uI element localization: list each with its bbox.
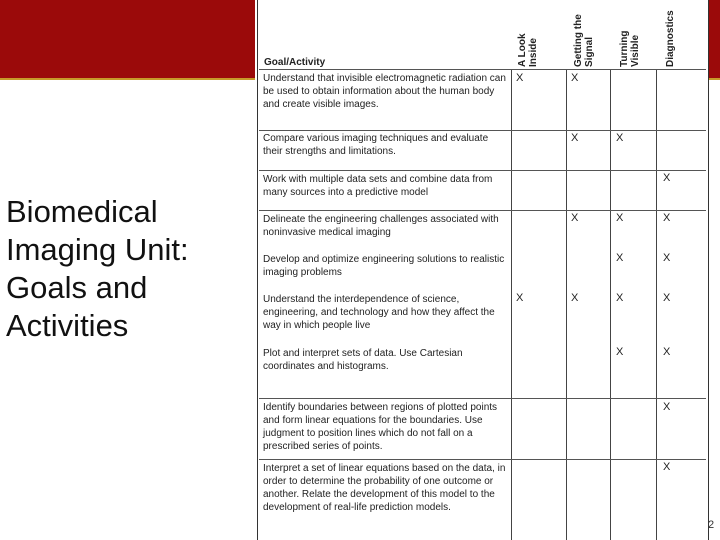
row-6-mark-turning-visible: X [616,292,624,304]
column-header-diagnostics: Diagnostics [665,10,676,67]
goal-row-3-text: Work with multiple data sets and combine data from many sources into a predictive model [263,174,493,198]
row-2-mark-turning-visible: X [616,132,624,144]
row-7-mark-diagnostics: X [663,346,671,358]
goal-row-9-text: Interpret a set of linear equations based on the data, in order to determine the probability of one outcome or another. Relate the development of this model to the development of real-life prediction models. [263,463,506,513]
row-9-mark-diagnostics: X [663,461,671,473]
row-3-mark-diagnostics: X [663,172,671,184]
grid-line-vertical [566,70,567,540]
grid-line-vertical [511,70,512,540]
slide-title: Biomedical Imaging Unit: Goals and Activities [6,194,189,343]
grid-line-horizontal [259,130,706,131]
grid-line-horizontal [259,170,706,171]
row-6-mark-getting-the-signal: X [571,292,579,304]
grid-line-horizontal [259,398,706,399]
row-8-mark-diagnostics: X [663,401,671,413]
goal-row-7-text: Plot and interpret sets of data. Use Cartesian coordinates and histograms. [263,348,463,372]
row-6-mark-a-look-inside: X [516,292,524,304]
grid-line-horizontal [259,69,706,70]
page-number: 2 [708,519,715,531]
goal-row-4-text: Delineate the engineering challenges associated with noninvasive medical imaging [263,214,499,238]
goal-row-1-text: Understand that invisible electromagnetic radiation can be used to obtain information about the human body and create visible images. [263,73,506,110]
header-banner-left [0,0,255,78]
grid-line-vertical [610,70,611,540]
grid-line-horizontal [259,210,706,211]
goal-row-6-text: Understand the interdependence of science, engineering, and technology and how they affect the way in which people live [263,294,495,331]
row-2-mark-getting-the-signal: X [571,132,579,144]
grid-line-horizontal [259,459,706,460]
column-header-a-look-inside: A Look Inside [517,33,539,67]
row-5-mark-turning-visible: X [616,252,624,264]
row-4-mark-getting-the-signal: X [571,212,579,224]
row-5-mark-diagnostics: X [663,252,671,264]
row-4-mark-diagnostics: X [663,212,671,224]
row-6-mark-diagnostics: X [663,292,671,304]
grid-line-vertical [656,70,657,540]
header-banner-accent-left [0,78,255,80]
goal-activity-header: Goal/Activity [264,57,326,68]
row-1-mark-a-look-inside: X [516,72,524,84]
goal-row-2-text: Compare various imaging techniques and evaluate their strengths and limitations. [263,133,489,157]
row-7-mark-turning-visible: X [616,346,624,358]
column-header-turning-visible: Turning Visible [619,30,641,67]
goal-row-5-text: Develop and optimize engineering solutions to realistic imaging problems [263,254,505,278]
goal-row-8-text: Identify boundaries between regions of plotted points and form linear equations for the boundaries. Use judgment to position lines which do not fall on a prescribed series of points. [263,402,498,452]
row-1-mark-getting-the-signal: X [571,72,579,84]
column-header-getting-the-signal: Getting the Signal [573,14,595,67]
row-4-mark-turning-visible: X [616,212,624,224]
